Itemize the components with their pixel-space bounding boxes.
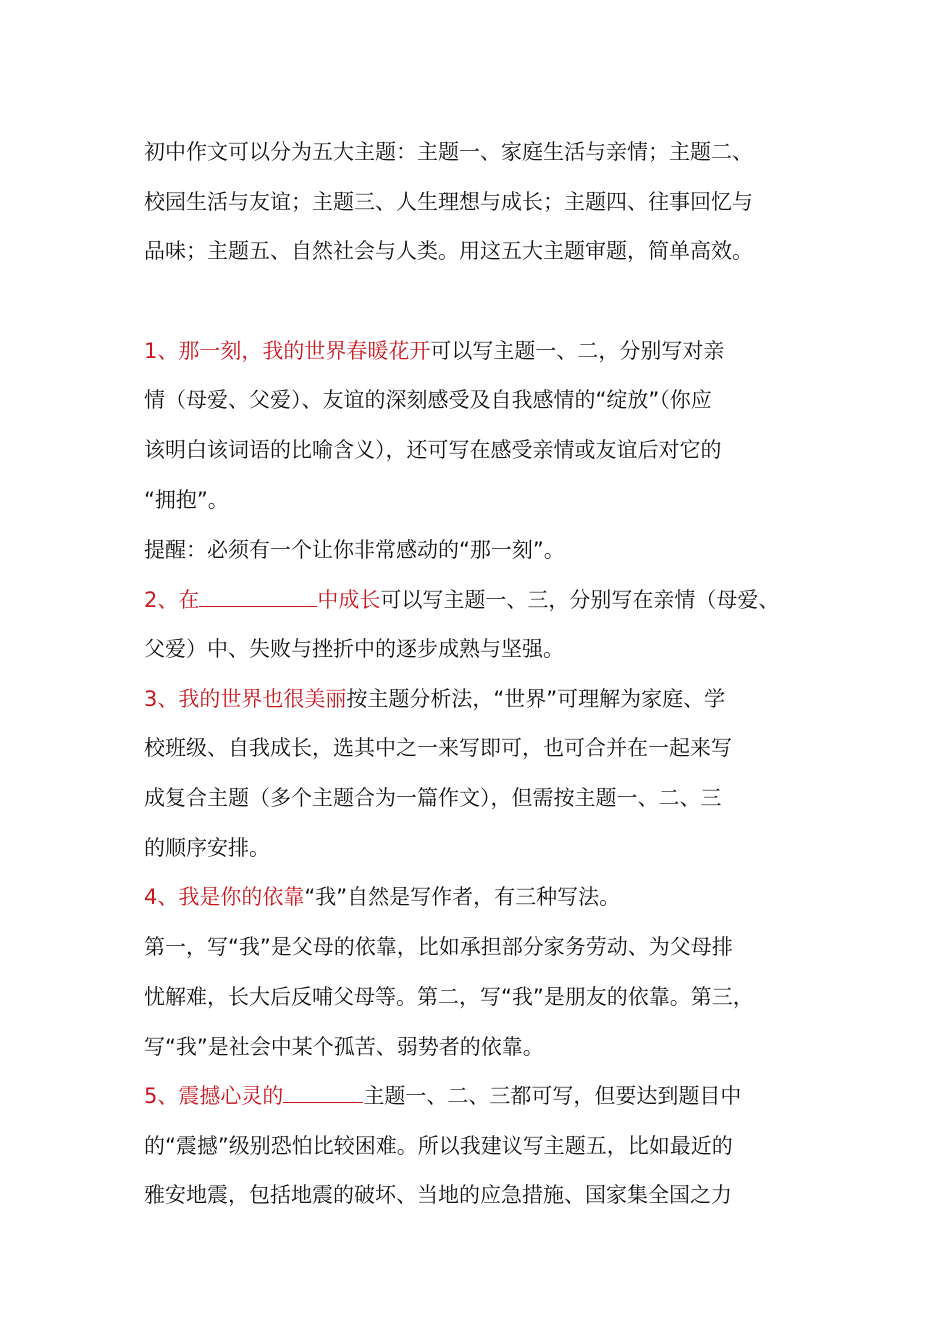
item-2-line-2: 父爱）中、失败与挫折中的逐步成熟与坚强。: [144, 637, 564, 661]
item-1-line-1: [144, 336, 724, 366]
item-1-line-3: 该明白该词语的比喻含义），还可写在感受亲情或友谊后对它的: [144, 438, 722, 462]
item-4-line-2: 第一，写“我”是父母的依靠，比如承担部分家务劳动、为父母排: [144, 935, 733, 959]
blank-underline: [283, 1082, 363, 1103]
item-4-line-1: [144, 882, 620, 912]
item-1-line-2: 情（母爱、父爱）、友谊的深刻感受及自我感情的“绽放”（你应: [144, 388, 712, 412]
item-2-title-prefix: 2、在: [144, 588, 200, 612]
item-3-text: 按主题分析法，“世界”可理解为家庭、学: [346, 687, 726, 711]
item-4-title: 4、我是你的依靠: [144, 885, 305, 909]
item-4-line-4: 写“我”是社会中某个孤苦、弱势者的依靠。: [144, 1035, 544, 1059]
item-5-line-3: 雅安地震，包括地震的破坏、当地的应急措施、国家集全国之力: [144, 1183, 732, 1207]
item-3-line-4: 的顺序安排。: [144, 836, 270, 860]
item-2-title-suffix: 中成长: [317, 588, 381, 612]
intro-line-3: 品味；主题五、自然社会与人类。用这五大主题审题，简单高效。: [144, 239, 753, 263]
item-5-line-2: 的“震撼”级别恐怕比较困难。所以我建议写主题五，比如最近的: [144, 1134, 733, 1158]
item-4-line-3: 忧解难，长大后反哺父母等。第二，写“我”是朋友的依靠。第三，: [144, 985, 754, 1009]
intro-line-2: 校园生活与友谊；主题三、人生理想与成长；主题四、往事回忆与: [144, 190, 753, 214]
item-2-text: 可以写主题一、三，分别写在亲情（母爱、: [380, 588, 780, 612]
intro-line-1: 初中作文可以分为五大主题：主题一、家庭生活与亲情；主题二、: [144, 140, 753, 164]
item-3-line-1: [144, 684, 725, 714]
blank-underline: [199, 586, 317, 607]
item-1-text: 可以写主题一、二，分别写对亲: [430, 339, 725, 363]
item-2-line-1: [144, 585, 779, 615]
item-3-title: 3、我的世界也很美丽: [144, 687, 347, 711]
item-5-line-1: [144, 1081, 741, 1111]
item-3-line-3: 成复合主题（多个主题合为一篇作文），但需按主题一、二、三: [144, 786, 722, 810]
item-1-line-4: “拥抱”。: [144, 488, 229, 512]
item-5-text: 主题一、二、三都可写，但要达到题目中: [363, 1084, 742, 1108]
item-1-reminder: 提醒：必须有一个让你非常感动的“那一刻”。: [144, 538, 565, 562]
item-4-text: “我”自然是写作者，有三种写法。: [304, 885, 621, 909]
item-3-line-2: 校班级、自我成长，选其中之一来写即可，也可合并在一起来写: [144, 736, 732, 760]
item-5-title: 5、震撼心灵的: [144, 1084, 284, 1108]
item-1-title: 1、那一刻，我的世界春暖花开: [144, 339, 431, 363]
